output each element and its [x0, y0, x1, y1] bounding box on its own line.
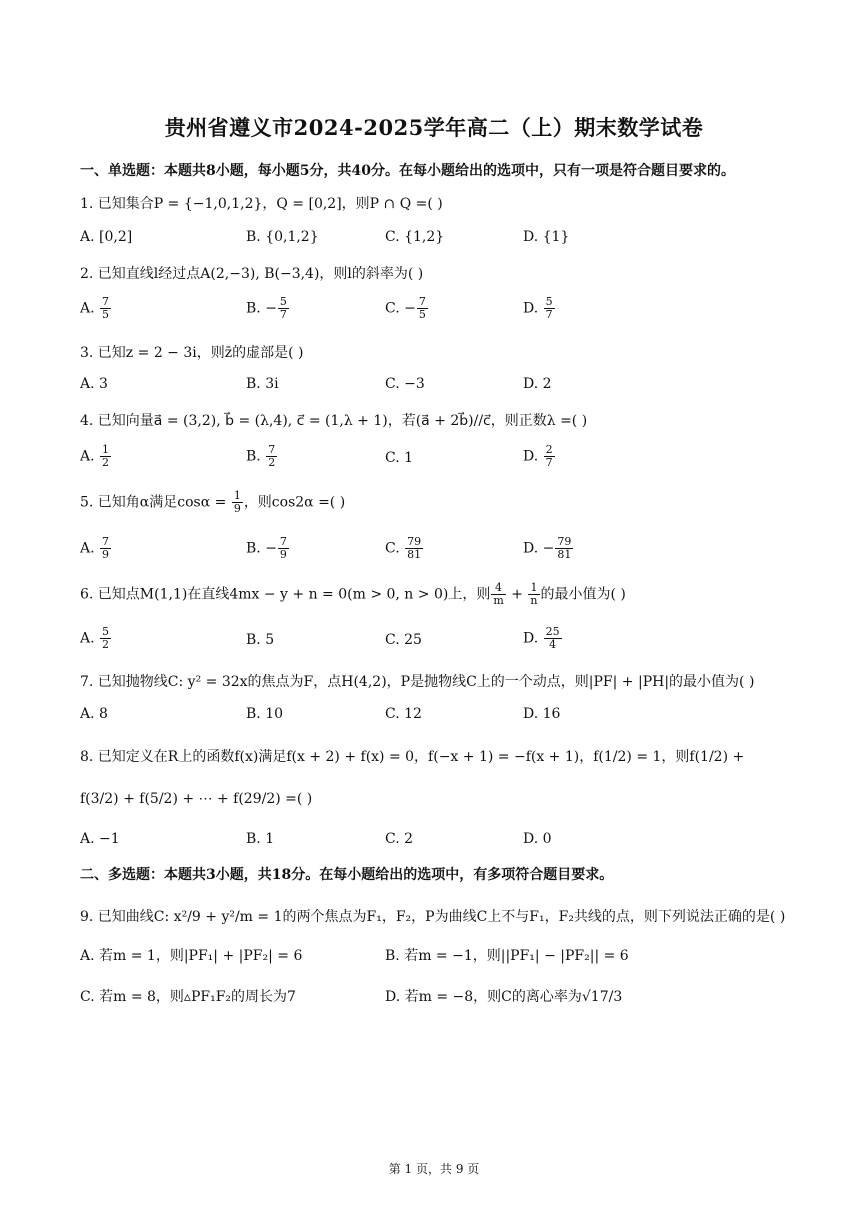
question-2-option-b: B. − $\frac{5}{7}$	[246, 295, 287, 321]
question-1-option-b: B. {0,1,2}	[246, 229, 319, 245]
question-7-option-d: D. 16	[523, 706, 561, 722]
question-9-option-d: D. 若m = −8，则C的离心率为√17/3	[385, 989, 623, 1005]
question-8-line-2: f(3/2) + f(5/2) + ⋯ + f(29/2) =( )	[80, 791, 313, 807]
question-2-option-a: A. $\frac{7}{5}$	[80, 295, 110, 321]
question-5-option-d: D. − $\frac{79}{81}$	[523, 535, 572, 561]
question-7: 7. 已知抛物线C: y² = 32x的焦点为F，点H(4,2)，P是抛物线C上的一个动点，则|PF| + |PH|的最小值为( )	[80, 674, 755, 690]
question-8-line-1: 8. 已知定义在R上的函数f(x)满足f(x + 2) + f(x) = 0，f(−x + 1) = −f(x + 1)，f(1/2) = 1，则f(1/2) +	[80, 749, 745, 765]
question-9: 9. 已知曲线C: x²/9 + y²/m = 1的两个焦点为F₁，F₂，P为曲线C上不与F₁，F₂共线的点，则下列说法正确的是( )	[80, 909, 786, 925]
question-2-option-d: D. $\frac{5}{7}$	[523, 295, 553, 321]
question-4-option-b: B. $\frac{7}{2}$	[246, 443, 276, 469]
question-2: 2. 已知直线l经过点A(2,−3), B(−3,4)，则l的斜率为( )	[80, 266, 424, 282]
question-5-option-b: B. − $\frac{7}{9}$	[246, 535, 287, 561]
question-8-option-b: B. 1	[246, 831, 275, 847]
question-3-option-c: C. −3	[385, 376, 425, 392]
question-9-option-c: C. 若m = 8，则▵PF₁F₂的周长为7	[80, 989, 296, 1005]
question-5-option-c: C. $\frac{79}{81}$	[385, 535, 422, 561]
question-7-option-a: A. 8	[80, 706, 108, 722]
question-6-option-d: D. $\frac{25}{4}$	[523, 625, 560, 651]
question-2-option-c: C. − $\frac{7}{5}$	[385, 295, 426, 321]
question-3-option-d: D. 2	[523, 376, 552, 392]
question-4: 4. 已知向量a⃗ = (3,2), b⃗ = (λ,4), c⃗ = (1,λ + 1)，若(a⃗ + 2b⃗)//c⃗，则正数λ =( )	[80, 413, 588, 429]
question-4-option-a: A. $\frac{1}{2}$	[80, 443, 110, 469]
question-9-option-b: B. 若m = −1，则||PF₁| − |PF₂|| = 6	[385, 948, 629, 964]
question-5: 5. 已知角α满足cosα = $\frac{1}{9}$ ，则cos2α =( )	[80, 489, 346, 515]
question-8-option-a: A. −1	[80, 831, 120, 847]
question-6: 6. 已知点M(1,1)在直线4mx − y + n = 0(m > 0, n > 0)上，则 $\frac{4}{m}$ + $\frac{1}{n}$ 的最小值为( )	[80, 581, 626, 607]
question-4-option-d: D. $\frac{2}{7}$	[523, 443, 553, 469]
question-1: 1. 已知集合P = {−1,0,1,2}，Q = [0,2]，则P ∩ Q =( )	[80, 196, 443, 212]
question-1-option-c: C. {1,2}	[385, 229, 445, 245]
question-4-option-c: C. 1	[385, 450, 414, 466]
question-3-option-a: A. 3	[80, 376, 108, 392]
question-7-option-b: B. 10	[246, 706, 284, 722]
question-8-option-d: D. 0	[523, 831, 552, 847]
question-3-option-b: B. 3i	[246, 376, 279, 392]
section-heading-single-choice: 一、单选题：本题共8小题，每小题5分，共40分。在每小题给出的选项中，只有一项是符合题目要求的。	[80, 163, 735, 179]
page-title: 贵州省遵义市2024-2025学年高二（上）期末数学试卷	[164, 115, 704, 140]
question-9-option-a: A. 若m = 1，则|PF₁| + |PF₂| = 6	[80, 948, 303, 964]
question-6-option-c: C. 25	[385, 632, 422, 648]
question-7-option-c: C. 12	[385, 706, 422, 722]
question-1-option-d: D. {1}	[523, 229, 570, 245]
question-8-option-c: C. 2	[385, 831, 414, 847]
section-heading-multiple-choice: 二、多选题：本题共3小题，共18分。在每小题给出的选项中，有多项符合题目要求。	[80, 867, 614, 883]
question-1-option-a: A. [0,2]	[80, 229, 133, 245]
question-6-option-b: B. 5	[246, 632, 275, 648]
question-5-option-a: A. $\frac{7}{9}$	[80, 535, 110, 561]
page-footer: 第 1 页，共 9 页	[388, 1162, 480, 1176]
question-6-option-a: A. $\frac{5}{2}$	[80, 625, 110, 651]
question-3: 3. 已知z = 2 − 3i，则z̄的虚部是( )	[80, 345, 304, 361]
